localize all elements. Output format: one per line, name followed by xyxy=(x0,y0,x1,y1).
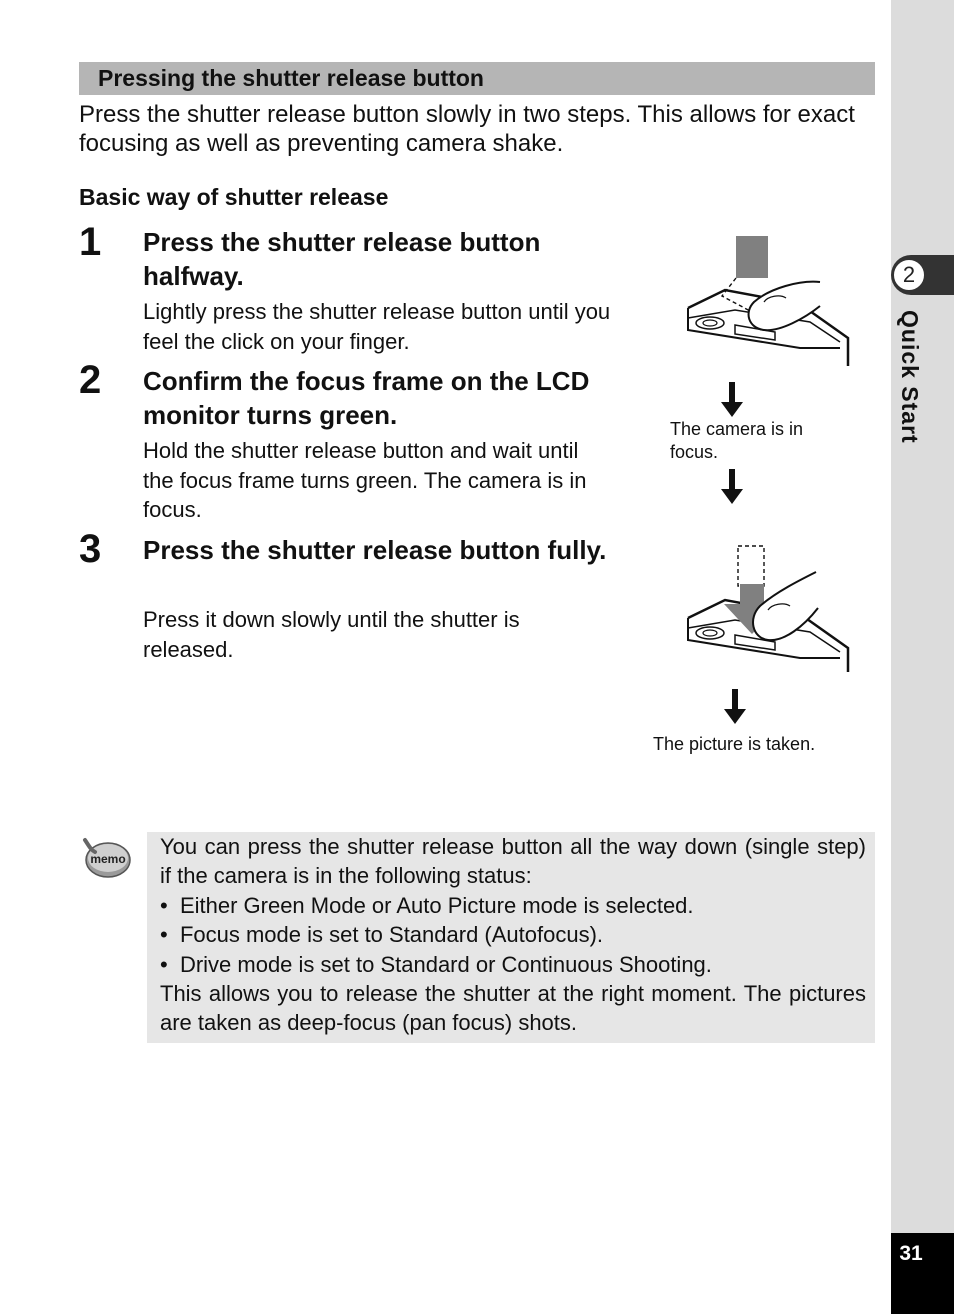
page-number: 31 xyxy=(899,1242,923,1265)
step-3-title: Press the shutter release button fully. xyxy=(143,535,607,565)
step-2-title: Confirm the focus frame on the LCD monitor turns green. xyxy=(143,366,590,430)
subheading: Basic way of shutter release xyxy=(79,184,389,210)
step-3-body: Press it down slowly until the shutter is released. xyxy=(143,607,520,662)
svg-text:memo: memo xyxy=(90,852,126,866)
step-2-number: 2 xyxy=(79,358,102,402)
side-tab xyxy=(891,0,954,1314)
down-arrow-icon xyxy=(721,382,743,418)
step-1-body: Lightly press the shutter release button until you feel the click on your finger. xyxy=(143,299,611,354)
full-press-illustration-icon xyxy=(680,540,860,685)
step-2-body: Hold the shutter release button and wait until the focus frame turns green. The camera is in focus. xyxy=(143,438,587,522)
step-1-title: Press the shutter release button halfway. xyxy=(143,227,541,291)
step-1-number: 1 xyxy=(79,220,102,264)
memo-icon xyxy=(79,836,133,880)
memo-intro: You can press the shutter release button all the way down (single step) if the camera is in the following status: xyxy=(160,834,866,889)
section-intro: Press the shutter release button slowly in two steps. This allows for exact focusing as well as preventing camera shake. xyxy=(79,101,855,157)
caption-focus: The camera is in focus. xyxy=(670,419,804,462)
section-title: Pressing the shutter release button xyxy=(98,65,484,91)
memo-outro: This allows you to release the shutter at the right moment. The pictures are taken as deep-focus (pan focus) shots. xyxy=(160,981,866,1036)
caption-taken: The picture is taken. xyxy=(653,734,816,754)
chapter-number: 2 xyxy=(893,259,925,291)
memo-bullet: • Drive mode is set to Standard or Continuous Shooting. xyxy=(160,951,712,977)
section-header xyxy=(79,62,875,95)
memo-bullet: • Either Green Mode or Auto Picture mode is selected. xyxy=(160,892,694,918)
memo-text xyxy=(160,832,866,1038)
half-press-illustration-icon xyxy=(680,230,860,380)
down-arrow-icon xyxy=(721,469,743,505)
down-arrow-icon xyxy=(724,689,746,725)
chapter-label: Quick Start xyxy=(897,310,923,444)
step-3-number: 3 xyxy=(79,527,102,571)
memo-bullet: • Focus mode is set to Standard (Autofocus). xyxy=(160,922,604,948)
